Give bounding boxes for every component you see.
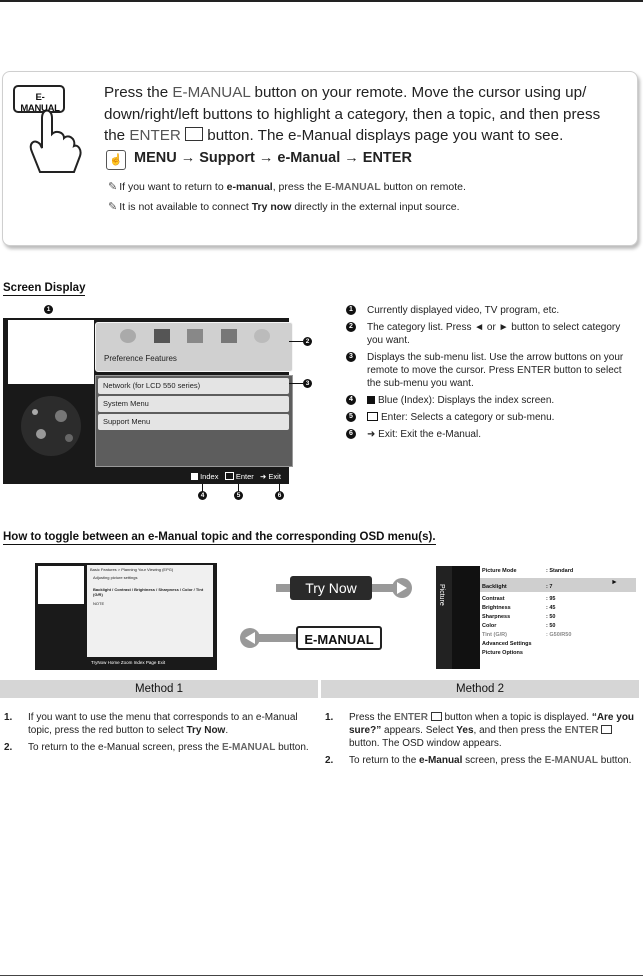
callout-5: 5 [234, 491, 243, 500]
bottom-rule [0, 975, 643, 976]
top-rule [0, 0, 643, 2]
category-icon[interactable] [221, 329, 237, 343]
memo-icon: ✎ [108, 181, 118, 193]
method-2-steps [325, 711, 635, 771]
enter-icon [367, 412, 378, 421]
screen-display-heading: Screen Display [3, 282, 86, 294]
e-manual-button-label: E-MANUAL [20, 92, 60, 114]
screen-display-figure [3, 318, 289, 484]
topic-line: Backlight / Contrast / Brightness / Sharpness / Color / Tint (G/R) [93, 587, 204, 597]
method-1-steps [4, 711, 309, 758]
legend-item: 5 Enter: Selects a category or sub-menu. [346, 411, 636, 424]
exit-button[interactable]: Exit [268, 472, 281, 481]
index-button[interactable]: Index [200, 472, 219, 481]
osd-row[interactable]: Picture Mode : Standard [482, 568, 574, 574]
topic-page [87, 565, 213, 657]
menu-path: MENU → Support → e-Manual → ENTER [134, 150, 412, 166]
osd-row[interactable]: Tint (G/R) : G50/R50 [482, 632, 572, 638]
e-manual-topic-screen [35, 563, 217, 670]
callout-line [289, 383, 303, 384]
current-video-area [8, 320, 94, 384]
osd-tab-bar [436, 566, 452, 669]
category-list [95, 322, 293, 372]
toggle-heading: How to toggle between an e-Manual topic and the corresponding OSD menu(s). [3, 531, 436, 543]
try-now-button[interactable]: Try Now [290, 576, 372, 600]
category-title: Preference Features [104, 354, 177, 363]
osd-row[interactable]: Brightness : 45 [482, 605, 556, 611]
enter-icon [225, 472, 234, 480]
legend-item: 1 Currently displayed video, TV program, etc. [346, 304, 636, 317]
method-1-header: Method 1 [0, 680, 318, 698]
category-icon[interactable] [187, 329, 203, 343]
osd-row[interactable]: Color : 50 [482, 623, 556, 629]
enter-icon [185, 127, 203, 141]
bottom-bar [191, 472, 281, 481]
decorative-graphic-icon [11, 386, 93, 466]
osd-rows [482, 566, 632, 659]
exit-icon: ➜ [367, 429, 379, 440]
legend-item: 3 Displays the sub-menu list. Use the arrow buttons on your remote to move the cursor. Press ENTER button to select the sub-menu you want. [346, 351, 636, 390]
osd-picture-menu [436, 566, 636, 669]
enter-icon [601, 725, 612, 734]
submenu-item[interactable]: Network (for LCD 550 series) [98, 378, 289, 394]
memo-icon: ✎ [108, 201, 118, 213]
osd-row[interactable]: Sharpness : 50 [482, 614, 556, 620]
callout-1: 1 [44, 305, 53, 314]
topic-note: NOTE [93, 601, 105, 606]
submenu-item[interactable]: System Menu [98, 396, 289, 412]
method-2-header: Method 2 [321, 680, 639, 698]
legend-item: 2 The category list. Press ◄ or ► button to select category you want. [346, 321, 636, 347]
callout-2: 2 [303, 337, 312, 346]
osd-row[interactable]: Picture Options [482, 650, 523, 656]
method-step: 2. To return to the e-Manual screen, press the E-MANUAL button. [325, 755, 632, 766]
callout-3: 3 [303, 379, 312, 388]
topic-line: Adjusting picture settings [93, 575, 138, 580]
category-icon[interactable] [254, 329, 270, 343]
osd-tab-label: Picture [438, 584, 445, 606]
method-step: 1. Press the ENTER button when a topic is displayed. “Are you sure?” appears. Select Yes, and then press the ENTER button. The OSD window appears. [325, 712, 635, 749]
video-area [38, 566, 84, 604]
submenu-list [95, 375, 293, 467]
enter-button[interactable]: Enter [235, 472, 254, 481]
osd-row[interactable]: Contrast : 95 [482, 596, 556, 602]
exit-icon: ➜ [260, 472, 267, 481]
blue-button-icon [367, 396, 375, 404]
callout-line [289, 341, 303, 342]
note-try-now: ✎ It is not available to connect Try now directly in the external input source. [108, 201, 460, 213]
osd-row[interactable]: Advanced Settings [482, 641, 532, 647]
category-icon[interactable] [120, 329, 136, 343]
osd-row[interactable]: Backlight : 7 [482, 583, 553, 590]
topic-breadcrumb: Basic Features > Planning Your Viewing (EPG) [90, 567, 174, 572]
blue-button-icon [191, 473, 198, 480]
submenu-item[interactable]: Support Menu [98, 414, 289, 430]
callout-4: 4 [198, 491, 207, 500]
intro-paragraph: Press the E-MANUAL button on your remote. Move the cursor using up/ down/right/left buttons to highlight a category, then a topic, and then press the ENTER button. The e-Manual displays page you want to see. [104, 84, 601, 144]
right-arrow-icon: ► [611, 579, 618, 586]
topic-bottom-bar: TryNow Home Zoom Index Page Exit [91, 660, 166, 665]
enter-icon [431, 712, 442, 721]
e-manual-button[interactable]: E-MANUAL [296, 626, 382, 650]
note-return: ✎ If you want to return to e-manual, press the E-MANUAL button on remote. [108, 181, 466, 193]
screen-legend-list [346, 304, 636, 445]
legend-item: 4 Blue (Index): Displays the index screen. [346, 394, 636, 407]
callout-6: 6 [275, 491, 284, 500]
method-step: 2. To return to the e-Manual screen, press the E-MANUAL button. [4, 742, 309, 753]
remote-icon: ☝ [106, 150, 126, 170]
legend-item: 6 ➜ Exit: Exit the e-Manual. [346, 428, 636, 441]
method-step: 1. If you want to use the menu that corresponds to an e-Manual topic, press the red button to select Try Now. [4, 712, 298, 736]
category-icon[interactable] [154, 329, 170, 343]
category-icons [120, 329, 270, 345]
osd-icon-column [452, 566, 480, 669]
